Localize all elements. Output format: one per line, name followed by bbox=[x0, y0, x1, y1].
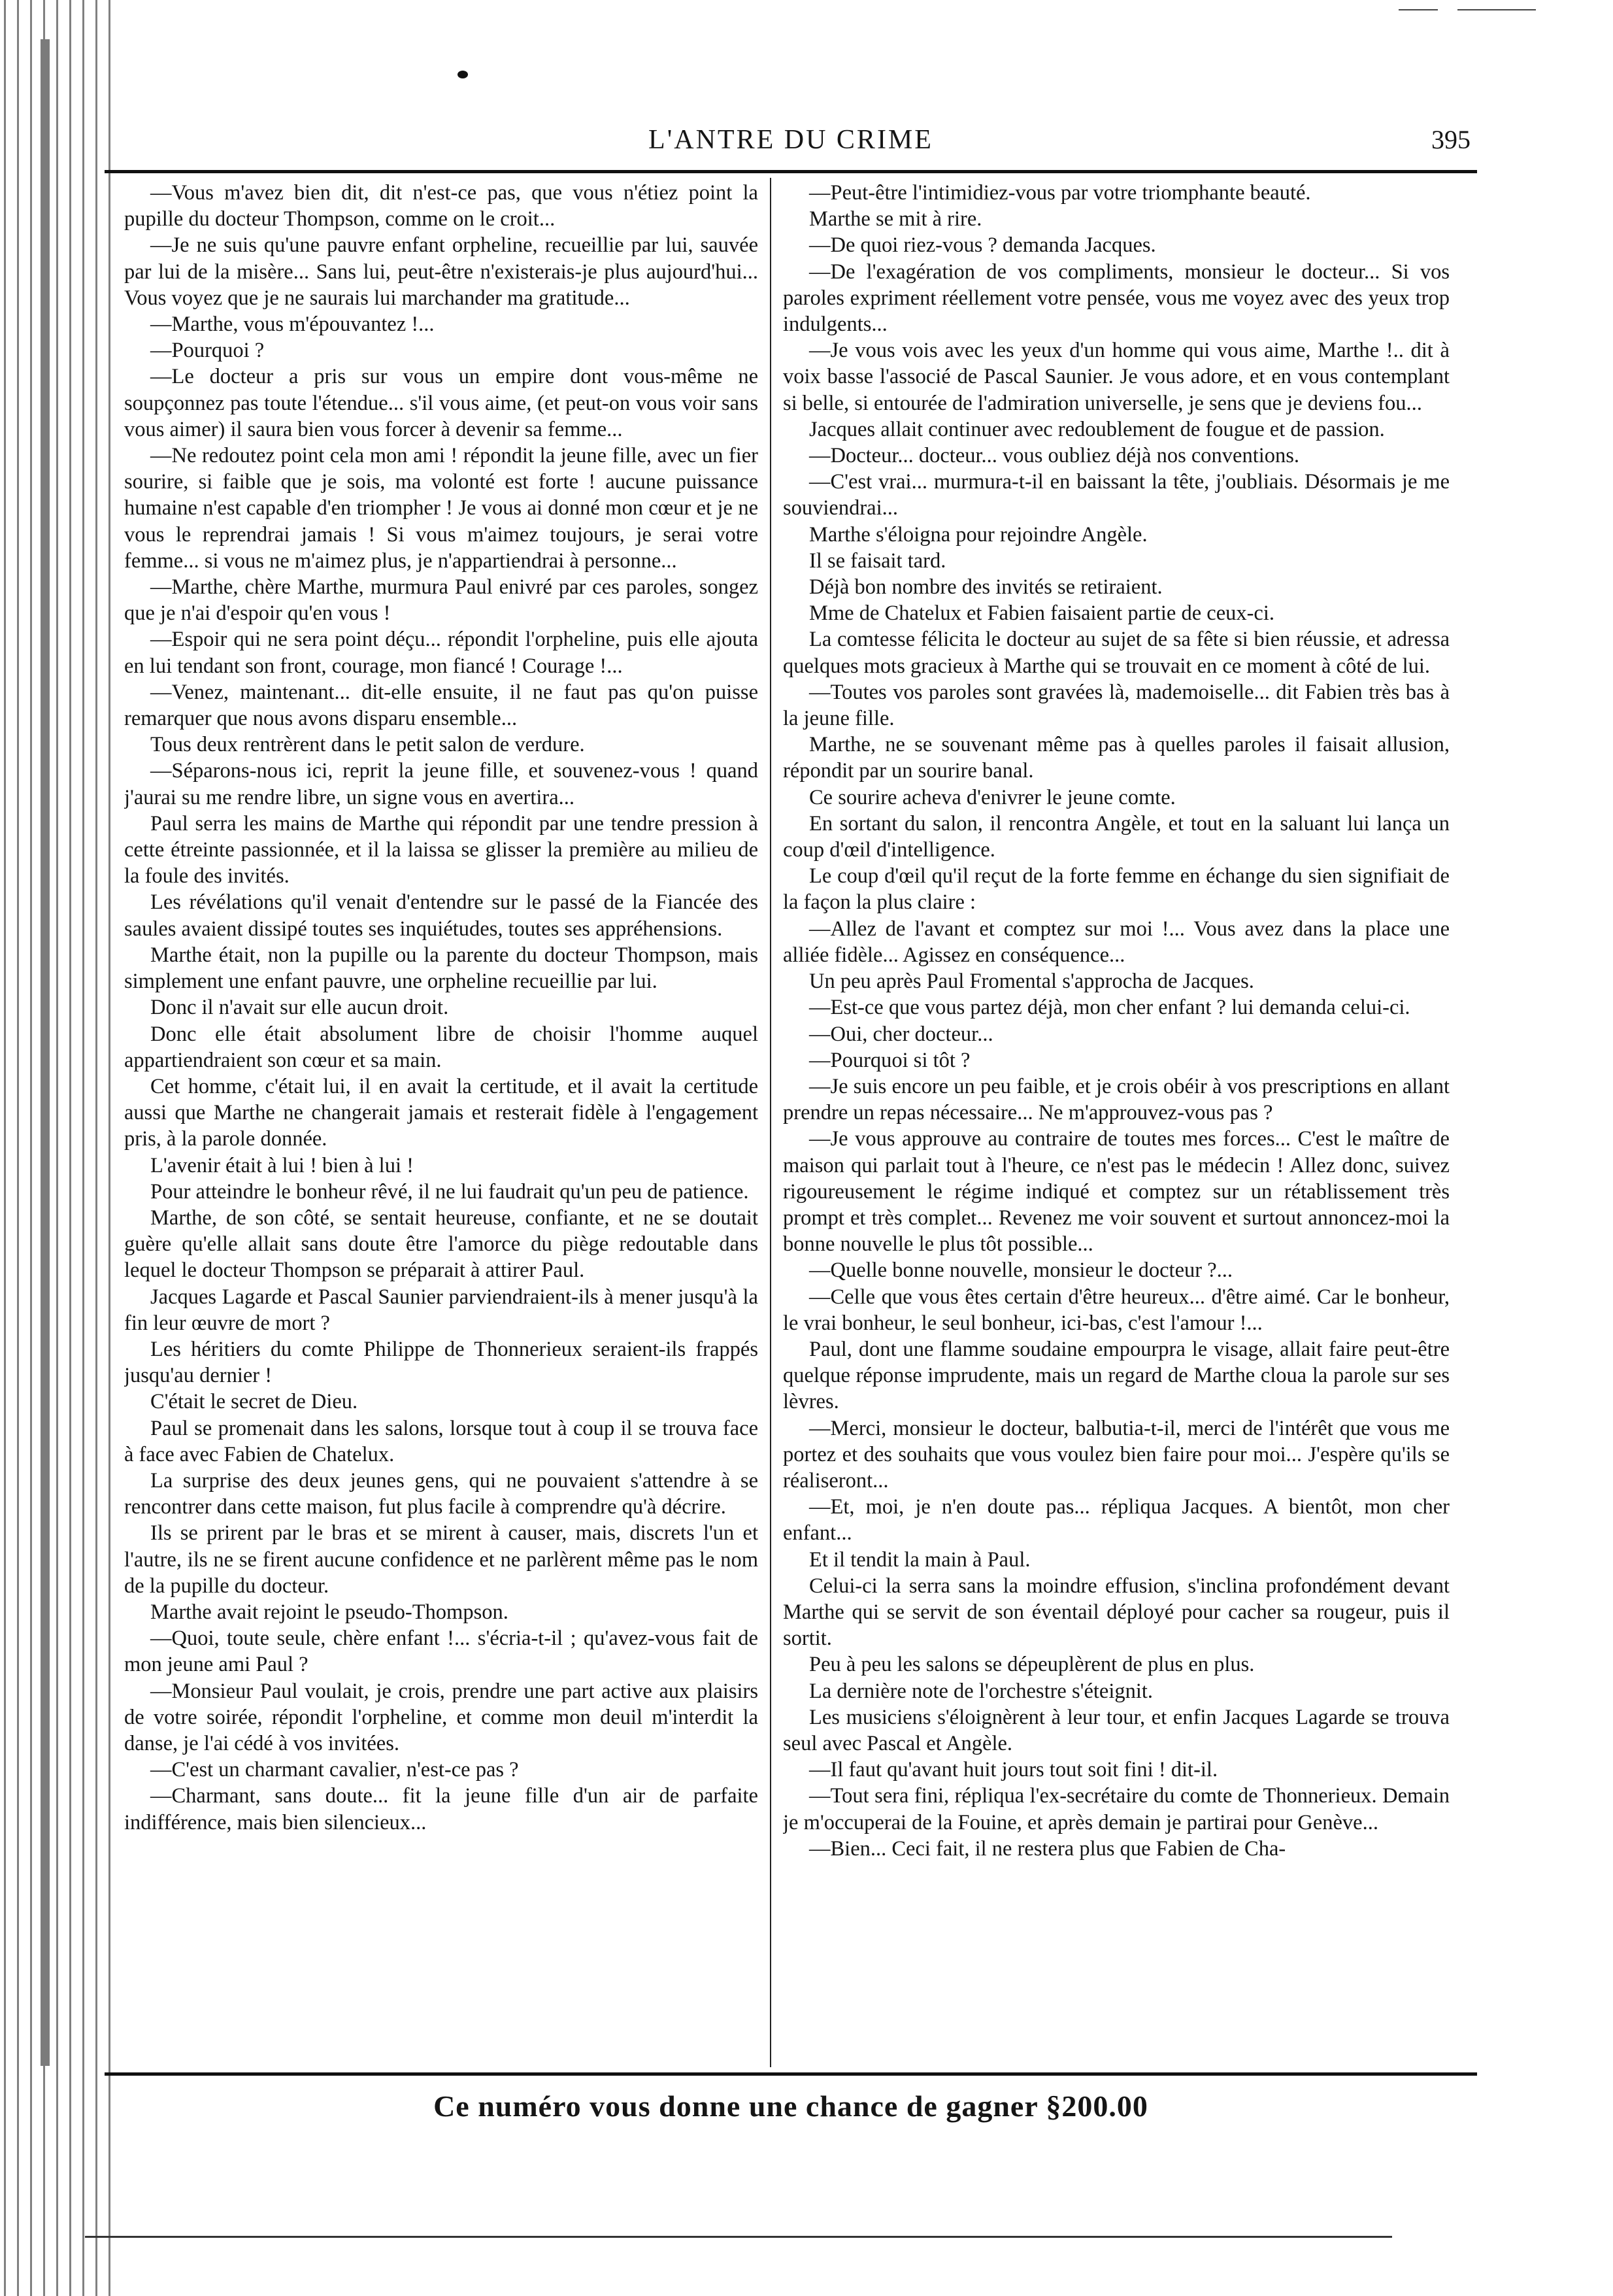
paragraph: —Il faut qu'avant huit jours tout soit fini ! dit-il. bbox=[809, 1758, 1218, 1782]
paragraph: Tous deux rentrèrent dans le petit salon de verdure. bbox=[150, 733, 585, 757]
paragraph: —Merci, monsieur le docteur, balbutia-t-il, merci de l'intérêt que vous me portez et des souhaits que vous voulez bien faire pour moi... J'espère qu'ils se réaliseront... bbox=[783, 1416, 1450, 1493]
page-header bbox=[111, 124, 1471, 170]
paragraph: Donc elle était absolument libre de choisir l'homme auquel appartiendraient son cœur et sa main. bbox=[124, 1022, 758, 1072]
paragraph: —C'est un charmant cavalier, n'est-ce pas ? bbox=[150, 1758, 519, 1782]
paragraph: C'était le secret de Dieu. bbox=[150, 1390, 358, 1414]
paragraph: Mme de Chatelux et Fabien faisaient partie de ceux-ci. bbox=[809, 601, 1275, 626]
paragraph: —Séparons-nous ici, reprit la jeune fille, et souvenez-vous ! quand j'aurai su me rendre libre, un signe vous en avertira... bbox=[124, 759, 758, 809]
paragraph: —Ne redoutez point cela mon ami ! répondit la jeune fille, avec un fier sourire, si faible que je sois, ma volonté est forte ! aucune puissance humaine n'est capable d'en triompher ! Je vous ai donné mon cœur et je ne vous le reprendrai jamais ! Si vous m'aimez toujours, je serai votre femme... si vous ne m'aimez plus, je n'appartiendrai à personne... bbox=[124, 444, 758, 573]
paragraph: —Marthe, chère Marthe, murmura Paul enivré par ces paroles, songez que je n'ai d'espoir qu'en vous ! bbox=[124, 575, 758, 626]
paragraph: —Je vous vois avec les yeux d'un homme qui vous aime, Marthe !.. dit à voix basse l'associé de Pascal Saunier. Je vous adore, et en vous contemplant si belle, si entourée de l'admiration universelle, je sens que je deviens fou... bbox=[783, 339, 1450, 415]
paragraph: —Pourquoi ? bbox=[150, 339, 265, 363]
paragraph: Peu à peu les salons se dépeuplèrent de plus en plus. bbox=[809, 1653, 1255, 1677]
page-number: 395 bbox=[1431, 125, 1471, 154]
paragraph: Les héritiers du comte Philippe de Thonnerieux seraient-ils frappés jusqu'au dernier ! bbox=[124, 1337, 758, 1388]
paragraph: La dernière note de l'orchestre s'éteignit. bbox=[809, 1679, 1154, 1703]
paragraph: Marthe, ne se souvenant même pas à quelles paroles il faisait allusion, répondit par un sourire banal. bbox=[783, 733, 1450, 783]
right-column bbox=[783, 180, 1450, 2069]
paragraph: Jacques allait continuer avec redoublement de fougue et de passion. bbox=[809, 417, 1385, 441]
paragraph: Cet homme, c'était lui, il en avait la certitude, et il avait la certitude aussi que Marthe ne changerait jamais et resterait fidèle à l'engagement pris, à la parole donnée. bbox=[124, 1074, 758, 1151]
paragraph: Ils se prirent par le bras et se mirent à causer, mais, discrets l'un et l'autre, ils ne se firent aucune confidence et ne parlèrent même pas le nom de la pupille du docteur. bbox=[124, 1521, 758, 1598]
paragraph: Marthe se mit à rire. bbox=[809, 207, 982, 231]
scanned-left-margin bbox=[0, 0, 111, 2296]
paragraph: L'avenir était à lui ! bien à lui ! bbox=[150, 1153, 414, 1177]
paragraph: En sortant du salon, il rencontra Angèle, et tout en la saluant lui lança un coup d'œil d'intelligence. bbox=[783, 811, 1450, 862]
paragraph: Et il tendit la main à Paul. bbox=[809, 1547, 1031, 1572]
paragraph: Déjà bon nombre des invités se retiraient. bbox=[809, 575, 1163, 599]
paragraph: —Oui, cher docteur... bbox=[809, 1022, 993, 1046]
paragraph: —Monsieur Paul voulait, je crois, prendre une part active aux plaisirs de votre soirée, répondit l'orpheline, et comme mon deuil m'interdit la danse, je l'ai cédé à vos invitées. bbox=[124, 1679, 758, 1755]
paragraph: Les musiciens s'éloignèrent à leur tour, et enfin Jacques Lagarde se trouva seul avec Pascal et Angèle. bbox=[783, 1705, 1450, 1755]
paragraph: —Allez de l'avant et comptez sur moi !... Vous avez dans la place une alliée fidèle... Agissez en conséquence... bbox=[783, 917, 1450, 967]
paragraph: —Je ne suis qu'une pauvre enfant orpheline, recueillie par lui, sauvée par lui de la misère... Sans lui, peut-être n'existerais-je plus aujourd'hui... Vous voyez que je ne saurais lui marchander ma gratitude... bbox=[124, 233, 758, 310]
paragraph: Jacques Lagarde et Pascal Saunier parviendraient-ils à mener jusqu'à la fin leur œuvre de mort ? bbox=[124, 1285, 758, 1335]
left-column bbox=[124, 180, 758, 2069]
paragraph: —Est-ce que vous partez déjà, mon cher enfant ? lui demanda celui-ci. bbox=[809, 996, 1410, 1020]
paragraph: —De quoi riez-vous ? demanda Jacques. bbox=[809, 233, 1156, 258]
column-divider bbox=[770, 178, 771, 2067]
paragraph: Marthe s'éloigna pour rejoindre Angèle. bbox=[809, 522, 1148, 547]
paragraph: —Quoi, toute seule, chère enfant !... s'écria-t-il ; qu'avez-vous fait de mon jeune ami Paul ? bbox=[124, 1627, 758, 1677]
paragraph: —Toutes vos paroles sont gravées là, mademoiselle... dit Fabien très bas à la jeune fille. bbox=[783, 680, 1450, 731]
paragraph: La comtesse félicita le docteur au sujet de sa fête si bien réussie, et adressa quelques mots gracieux à Marthe qui se trouvait en ce moment à côté de lui. bbox=[783, 628, 1450, 678]
paragraph: Le coup d'œil qu'il reçut de la forte femme en échange du sien signifiait de la façon la plus claire : bbox=[783, 864, 1450, 915]
paragraph: La surprise des deux jeunes gens, qui ne pouvaient s'attendre à se rencontrer dans cette maison, fut plus facile à comprendre qu'à décrire. bbox=[124, 1468, 758, 1519]
paragraph: —Quelle bonne nouvelle, monsieur le docteur ?... bbox=[809, 1258, 1233, 1283]
paragraph: —Et, moi, je n'en doute pas... répliqua Jacques. A bientôt, mon cher enfant... bbox=[783, 1495, 1450, 1545]
paragraph: Ce sourire acheva d'enivrer le jeune comte. bbox=[809, 785, 1176, 809]
lottery-banner: Ce numéro vous donne une chance de gagner §200.00 bbox=[433, 2089, 1148, 2123]
paragraph: Paul, dont une flamme soudaine empourpra le visage, allait faire peut-être quelque réponse imprudente, mais un regard de Marthe cloua la parole sur ses lèvres. bbox=[783, 1337, 1450, 1414]
paragraph: Paul serra les mains de Marthe qui répondit par une tendre pression à cette étreinte passionnée, et il la laissa se glisser la première au milieu de la foule des invités. bbox=[124, 811, 758, 888]
ink-dot bbox=[457, 71, 468, 78]
paragraph: —Bien... Ceci fait, il ne restera plus que Fabien de Cha- bbox=[809, 1836, 1286, 1861]
paragraph: —Docteur... docteur... vous oubliez déjà nos conventions. bbox=[809, 444, 1300, 468]
footer-rule bbox=[105, 2072, 1477, 2076]
header-rule bbox=[105, 170, 1477, 173]
paragraph: Un peu après Paul Fromental s'approcha de Jacques. bbox=[809, 970, 1254, 994]
paragraph: Les révélations qu'il venait d'entendre sur le passé de la Fiancée des saules avaient dissipé toutes ses inquiétudes, toutes ses appréhensions. bbox=[124, 890, 758, 941]
paragraph: —Le docteur a pris sur vous un empire dont vous-même ne soupçonnez pas toute l'étendue... s'il vous aime, (et peut-on vous voir sans vous aimer) il saura bien vous forcer à devenir sa femme... bbox=[124, 365, 758, 441]
paragraph: —C'est vrai... murmura-t-il en baissant la tête, j'oubliais. Désormais je me souviendrai... bbox=[783, 470, 1450, 520]
paragraph: —Charmant, sans doute... fit la jeune fille d'un air de parfaite indifférence, mais bien silencieux... bbox=[124, 1784, 758, 1834]
paragraph: —Celle que vous êtes certain d'être heureux... d'être aimé. Car le bonheur, le vrai bonheur, le seul bonheur, ici-bas, c'est l'amour !... bbox=[783, 1285, 1450, 1335]
paragraph: Il se faisait tard. bbox=[809, 549, 946, 573]
paragraph: Celui-ci la serra sans la moindre effusion, s'inclina profondément devant Marthe qui se servit de son éventail déployé pour cacher sa rougeur, puis il sortit. bbox=[783, 1574, 1450, 1651]
corner-mark bbox=[1399, 9, 1438, 10]
paragraph: Marthe avait rejoint le pseudo-Thompson. bbox=[150, 1600, 508, 1624]
corner-mark bbox=[1457, 9, 1536, 10]
paragraph: —Je suis encore un peu faible, et je crois obéir à vos prescriptions en allant prendre un repas nécessaire... Ne m'approuvez-vous pas ? bbox=[783, 1074, 1450, 1125]
paragraph: Pour atteindre le bonheur rêvé, il ne lui faudrait qu'un peu de patience. bbox=[150, 1179, 749, 1204]
paragraph: —Pourquoi si tôt ? bbox=[809, 1048, 971, 1072]
paragraph: Marthe, de son côté, se sentait heureuse, confiante, et ne se doutait guère qu'elle allait sans doute être l'amorce du piège redoutable dans lequel le docteur Thompson se préparait à attirer Paul. bbox=[124, 1206, 758, 1283]
paragraph: —De l'exagération de vos compliments, monsieur le docteur... Si vos paroles expriment réellement votre pensée, vous me voyez avec des yeux trop indulgents... bbox=[783, 260, 1450, 337]
bottom-rule bbox=[85, 2236, 1392, 2238]
paragraph: —Espoir qui ne sera point déçu... répondit l'orpheline, puis elle ajouta en lui tendant son front, courage, mon fiancé ! Courage !... bbox=[124, 628, 758, 678]
paragraph: —Peut-être l'intimidiez-vous par votre triomphante beauté. bbox=[809, 181, 1311, 205]
paragraph: Donc il n'avait sur elle aucun droit. bbox=[150, 996, 449, 1020]
paragraph: —Vous m'avez bien dit, dit n'est-ce pas, que vous n'étiez point la pupille du docteur Thompson, comme on le croit... bbox=[124, 181, 758, 231]
paragraph: Paul se promenait dans les salons, lorsque tout à coup il se trouva face à face avec Fabien de Chatelux. bbox=[124, 1416, 758, 1466]
paragraph: —Je vous approuve au contraire de toutes mes forces... C'est le maître de maison qui parlait tout à l'heure, ce n'est pas le médecin ! Allez donc, suivez rigoureusement le régime indiqué et comptez sur un rétablissement très prompt et très complet... Revenez me voir souvent et surtout annoncez-moi la bonne nouvelle le plus tôt possible... bbox=[783, 1127, 1450, 1257]
paragraph: —Venez, maintenant... dit-elle ensuite, il ne faut pas qu'on puisse remarquer que nous avons disparu ensemble... bbox=[124, 680, 758, 731]
page-title: L'ANTRE DU CRIME bbox=[648, 125, 933, 155]
paragraph: —Marthe, vous m'épouvantez !... bbox=[150, 312, 435, 337]
paragraph: —Tout sera fini, répliqua l'ex-secrétaire du comte de Thonnerieux. Demain je m'occuperai de la Fouine, et après demain je partirai pour Genève... bbox=[783, 1784, 1450, 1834]
paragraph: Marthe était, non la pupille ou la parente du docteur Thompson, mais simplement une enfant pauvre, une orpheline recueillie par lui. bbox=[124, 943, 758, 994]
